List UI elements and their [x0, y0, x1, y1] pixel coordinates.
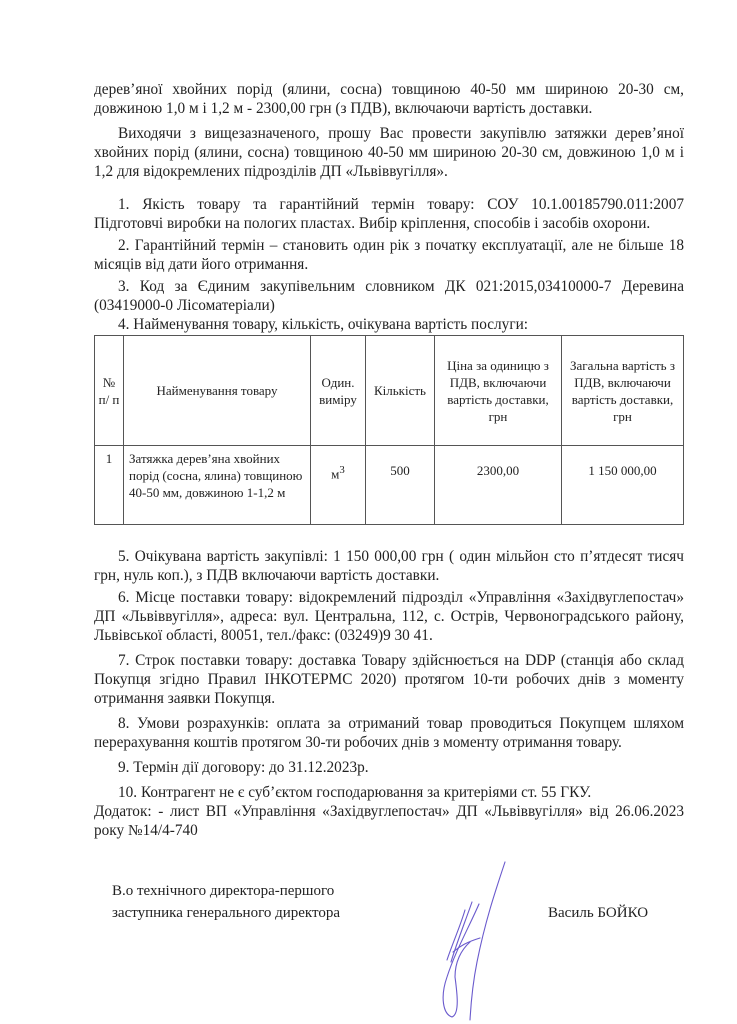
col-header-name: Найменування товару: [124, 336, 311, 446]
col-header-unit: Один. виміру: [311, 336, 366, 446]
intro-paragraph-2: Виходячи з вищезазначеного, прошу Вас провести закупівлю затяжки дерев’яної хвойних порід (ялини, сосна) товщиною 40-50 мм шириною 20-30 см, довжиною 1,0 м і 1,2 для відокремлених підрозділів ДП «Львіввугілля».: [94, 125, 684, 180]
item-6-delivery-place: 6. Місце поставки товару: відокремлений підрозділ «Управління «Західвуглепостач» ДП «Львіввугілля», адреса: вул. Центральна, 112, с. Острів, Червоноградського району, Львівської області, 80051, тел./факс: (03249)9 30 41.: [94, 589, 684, 644]
cell-name: Затяжка дерев’яна хвойних порід (сосна, ялина) товщиною 40-50 мм, довжиною 1-1,2 м: [124, 446, 311, 525]
item-3-code: 3. Код за Єдиним закупівельним словником ДК 021:2015,03410000-7 Деревина (03419000-0 Лісоматеріали): [94, 278, 684, 314]
col-header-number: № п/ п: [95, 336, 124, 446]
item-10-counterparty: 10. Контрагент не є суб’єктом господарювання за критеріями ст. 55 ГКУ.: [118, 784, 592, 801]
signatory-name: Василь БОЙКО: [548, 905, 649, 921]
signatory-title-line-2: заступника генерального директора: [112, 905, 341, 921]
table-header-row: [95, 336, 684, 446]
cell-unit: [311, 446, 366, 525]
handwritten-signature-icon: [425, 842, 515, 1022]
item-2-warranty: 2. Гарантійний термін – становить один рік з початку експлуатації, але не більше 18 місяців від дати його отримання.: [94, 237, 684, 273]
intro-paragraph-1: дерев’яної хвойних порід (ялини, сосна) товщиною 40-50 мм шириною 20-30 см, довжиною 1,0 м і 1,2 м - 2300,00 грн (з ПДВ), включаючи вартість доставки.: [94, 81, 684, 117]
col-header-unit-price: Ціна за одиницю з ПДВ, включаючи вартість доставки, грн: [435, 336, 562, 446]
cell-quantity: 500: [366, 446, 435, 525]
item-4-goods-heading: 4. Найменування товару, кількість, очікувана вартість послуги:: [118, 316, 529, 333]
unit-text: м: [331, 466, 340, 482]
item-8-payment-terms: 8. Умови розрахунків: оплата за отриманий товар проводиться Покупцем шляхом перерахування коштів протягом 30-ти робочих днів з моменту отримання товару.: [94, 715, 684, 751]
cell-total: 1 150 000,00: [562, 446, 684, 525]
attachment-note: Додаток: - лист ВП «Управління «Західвуглепостач» ДП «Львіввугілля» від 26.06.2023 року №14/4-740: [94, 803, 684, 839]
goods-table: [94, 335, 684, 525]
item-1-quality: 1. Якість товару та гарантійний термін товару: СОУ 10.1.00185790.011:2007 Підготовчі виробки на пологих пластах. Вибір кріплення, способів і засобів охорони.: [94, 196, 684, 232]
signatory-title: [112, 880, 340, 924]
item-9-contract-term: 9. Термін дії договору: до 31.12.2023р.: [118, 759, 369, 776]
signatory-title-line-1: В.о технічного директора-першого: [112, 883, 335, 899]
col-header-total: Загальна вартість з ПДВ, включаючи вартість доставки, грн: [562, 336, 684, 446]
table-row: [95, 446, 684, 525]
document-body: [94, 80, 684, 840]
col-header-quantity: Кількість: [366, 336, 435, 446]
cell-number: 1: [95, 446, 124, 525]
item-5-expected-cost: 5. Очікувана вартість закупівлі: 1 150 000,00 грн ( один мільйон сто п’ятдесят тисяч грн, нуль коп.), з ПДВ включаючи вартість доставки.: [94, 548, 684, 584]
unit-superscript: 3: [339, 464, 345, 476]
item-7-delivery-term: 7. Строк поставки товару: доставка Товару здійснюється на DDP (станція або склад Покупця згідно Правил ІНКОТЕРМС 2020) протягом 10-ти робочих днів з моменту отримання заявки Покупця.: [94, 652, 684, 707]
cell-unit-price: 2300,00: [435, 446, 562, 525]
